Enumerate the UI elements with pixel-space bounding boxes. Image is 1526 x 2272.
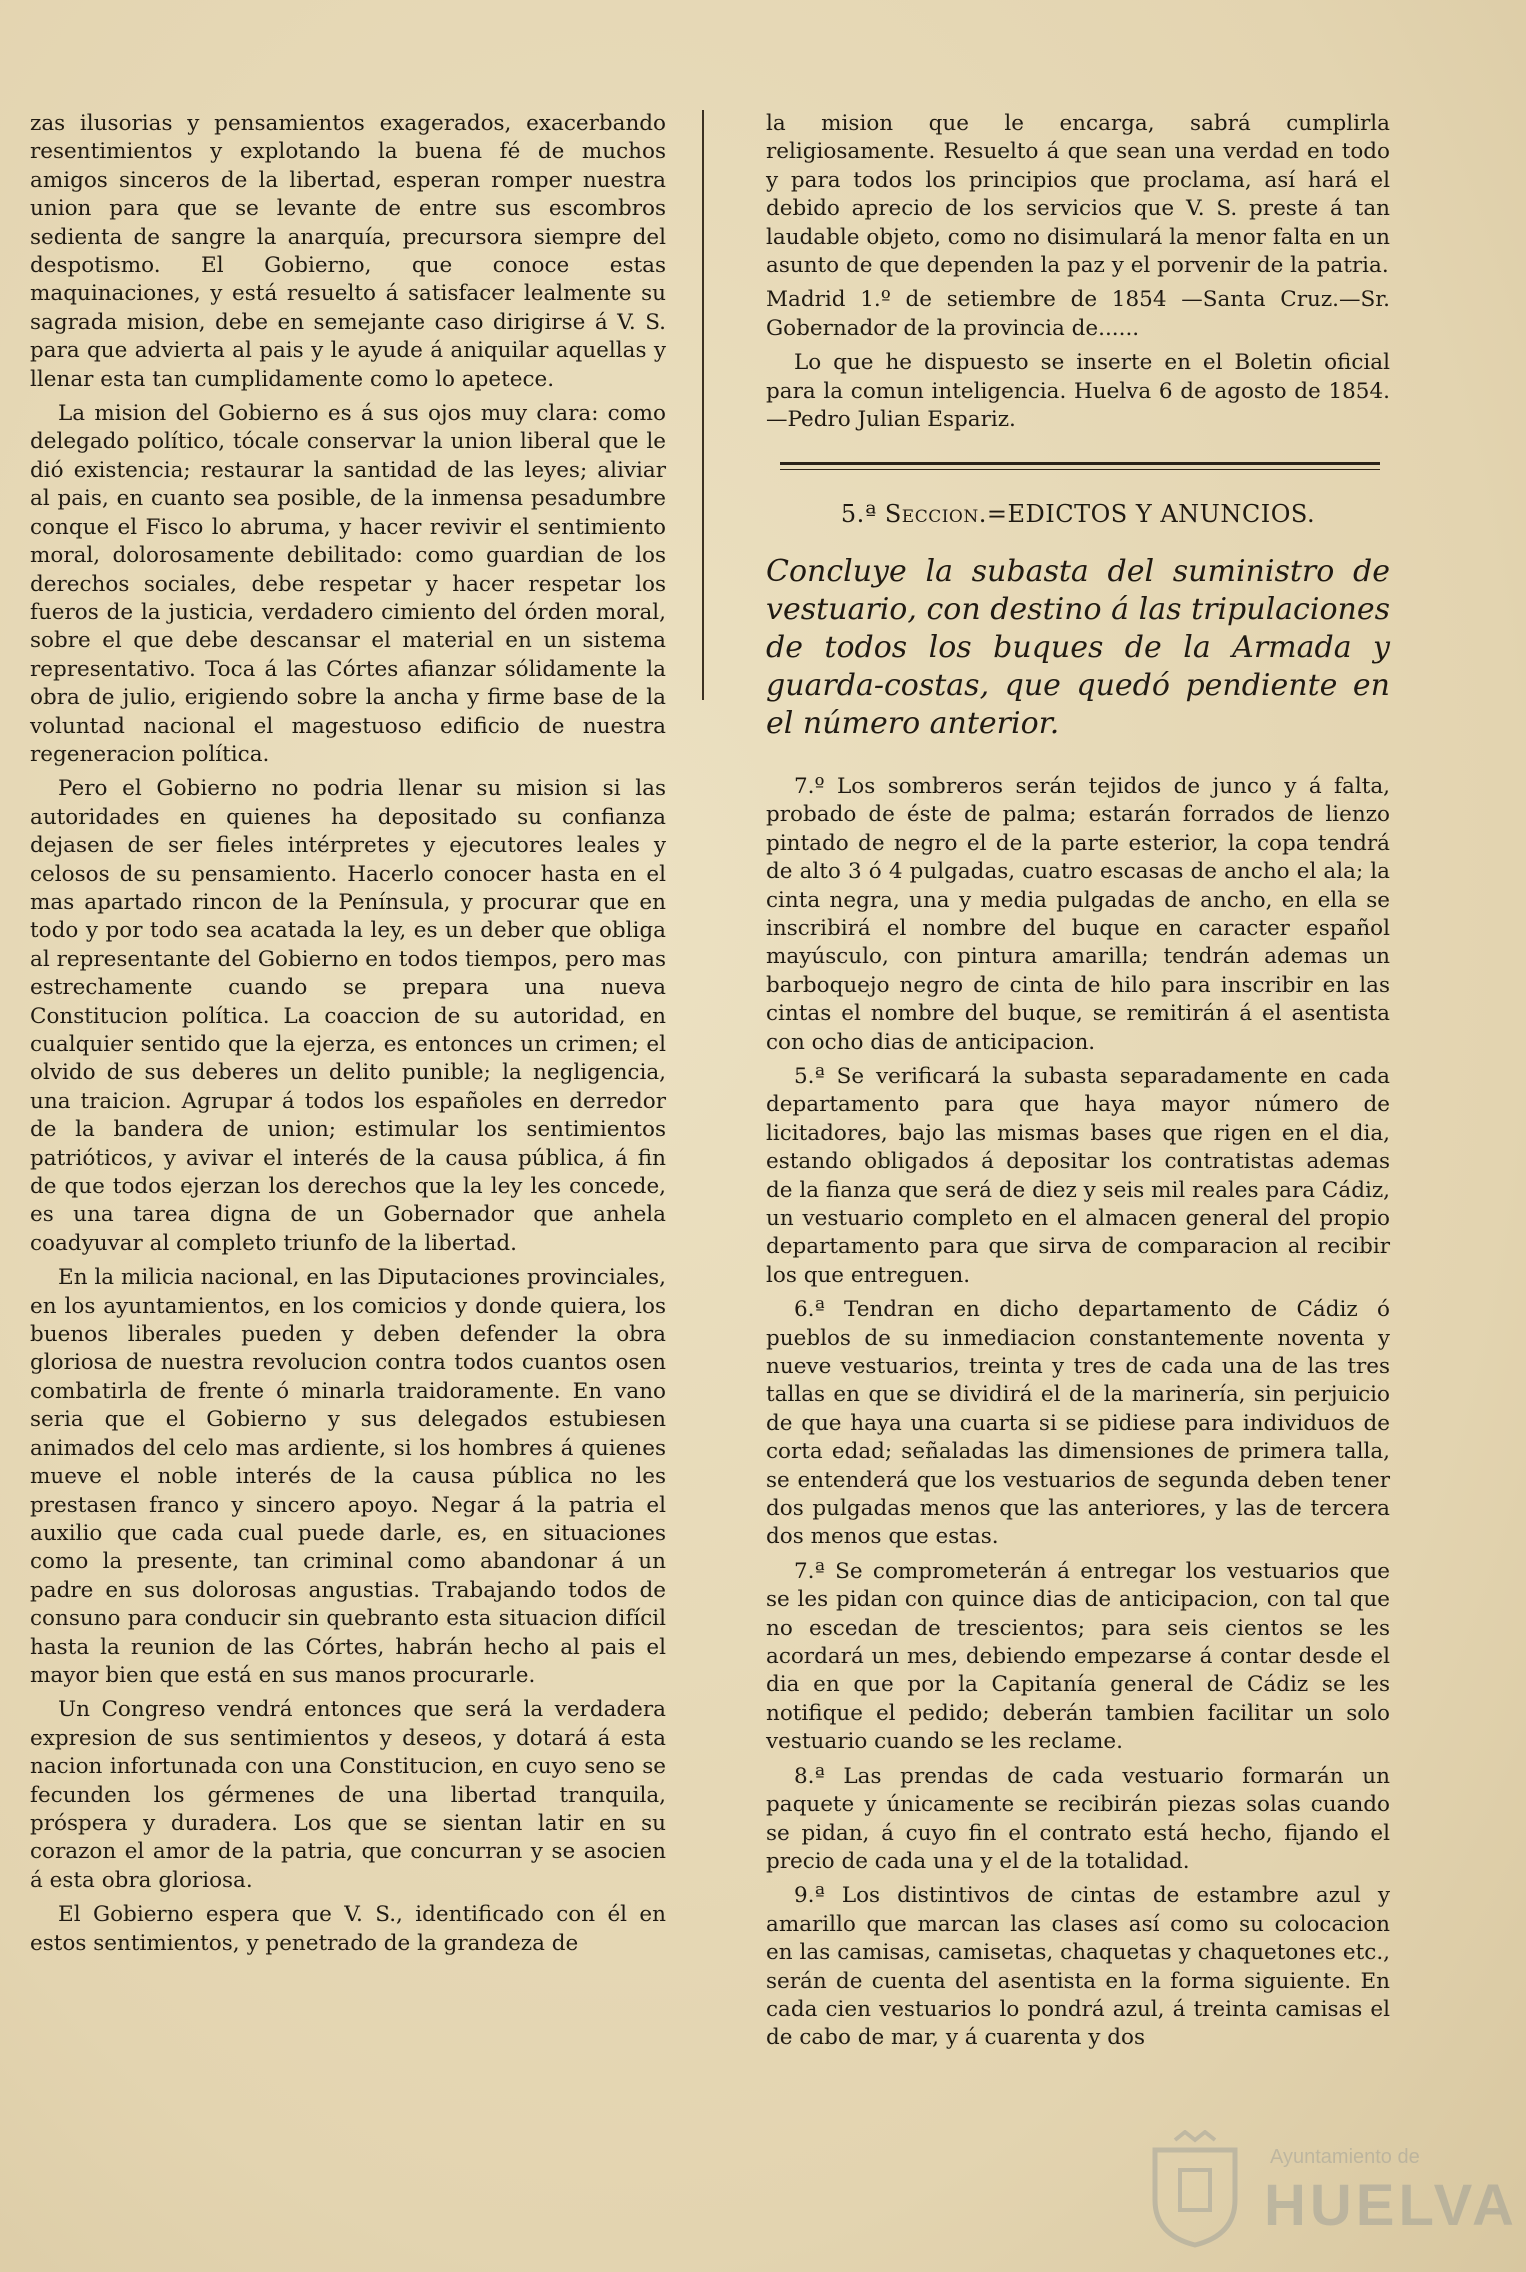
left-paragraph-3: Pero el Gobierno no podria llenar su mision si las autoridades en quienes ha depositado su confianza dejasen de ser fieles intérpretes y ejecutores leales y celosos de su pensamiento. Hacerlo conocer hasta en el mas apartado rincon de la Península, y procurar que en todo y por todo sea acatada la ley, es un deber que obliga al representante del Gobierno en todos tiempos, pero mas estrechamente cuando se prepara una nueva Constitucion política. La coaccion de su autoridad, en cualquier sentido que la ejerza, es entonces un crimen; el olvido de sus deberes un delito punible; la negligencia, una traicion. Agrupar á todos los españoles en derredor de la bandera de union; estimular los sentimientos patrióticos, y avivar el interés de la causa pública, á fin de que todos ejerzan los derechos que la ley les concede, es una tarea digna de un Gobernador que anhela coadyuvar al completo triunfo de la libertad. <box>30 776 666 1256</box>
column-divider <box>702 110 704 700</box>
right-intro-paragraph: la mision que le encarga, sabrá cumplirla religiosamente. Resuelto á que sean una verdad en todo y para todos los principios que proclama, así hará el debido aprecio de los servicios que V. S. preste á tan laudable objeto, como no disimulará la menor falta en un asunto de que dependen la paz y el porvenir de la patria. <box>766 111 1390 279</box>
article-7-hats: 7.º Los sombreros serán tejidos de junco y á falta, probado de éste de palma; estarán forrados de lienzo pintado de negro el de la parte esterior, la copa tendrá de alto 3 ó 4 pulgadas, cuatro escasas de ancho el ala; la cinta negra, una y media pulgadas de ancho, en ella se inscribirá el nombre del buque en caracter español mayúsculo, con pintura amarilla; tendrán ademas un barboquejo negro de cinta de hilo para inscribir en las cintas el nombre del buque, se remitirán á el asentista con ocho dias de anticipacion. <box>766 773 1390 1055</box>
article-8-packages: 8.ª Las prendas de cada vestuario formarán un paquete y únicamente se recibirán piezas solas cuando se pidan, á cuyo fin el contrato está hecho, fijando el precio de cada una y el de la totalidad. <box>766 1763 1390 1874</box>
left-column <box>30 110 666 1964</box>
left-paragraph-6: El Gobierno espera que V. S., identificado con él en estos sentimientos, y penetrado de la grandeza de <box>30 1902 666 1956</box>
left-paragraph-1: zas ilusorias y pensamientos exagerados, exacerbando resentimientos y explotando la buena fé de muchos amigos sinceros de la libertad, esperan romper nuestra union para que se levante de entre sus escombros sedienta de sangre la anarquía, precursora siempre del despotismo. El Gobierno, que conoce estas maquinaciones, y está resuelto á satisfacer lealmente su sagrada mision, debe en semejante caso dirigirse á V. S. para que advierta al pais y le ayude á aniquilar aquellas y llenar esta tan cumplidamente como lo apetece. <box>30 111 666 392</box>
boletin-notice: Lo que he dispuesto se inserte en el Boletin oficial para la comun inteligencia. Huelva 6 de agosto de 1854.—Pedro Julian Espariz. <box>766 350 1390 433</box>
article-6-stock: 6.ª Tendran en dicho departamento de Cádiz ó pueblos de su inmediacion constantemente noventa y nueve vestuarios, treinta y tres de cada una de las tres tallas en que se dividirá el de la marinería, sin perjuicio de que haya una cuarta si se pidiese para individuos de corta edad; señaladas las dimensiones de primera talla, se entenderá que los vestuarios de segunda deben tener dos pulgadas menos que las anteriores, y las de tercera dos menos que estas. <box>766 1297 1390 1550</box>
section-title: =EDICTOS Y ANUNCIOS. <box>986 500 1316 529</box>
archive-watermark <box>1140 2130 1516 2260</box>
article-5-auction: 5.ª Se verificará la subasta separadamente en cada departamento para que haya mayor número de licitadores, bajo las mismas bases que rigen en el dia, estando obligados á depositar los contratistas ademas de la fianza que será de diez y seis mil reales para Cádiz, un vestuario completo en el almacen general del propio departamento para que sirva de comparacion al recibir los que entreguen. <box>766 1063 1390 1288</box>
right-column <box>766 110 1390 2059</box>
article-9-insignia: 9.ª Los distintivos de cintas de estambre azul y amarillo que marcan las clases así como su colocacion en las camisas, camisetas, chaquetas y chaquetones etc., serán de cuenta del asentista en la forma siguiente. En cada cien vestuarios lo pondrá azul, á treinta camisas el de cabo de mar, y á cuarenta y dos <box>766 1883 1390 2051</box>
section-word: Seccion. <box>884 500 987 529</box>
signature-line: Madrid 1.º de setiembre de 1854 —Santa Cruz.—Sr. Gobernador de la provincia de...... <box>766 287 1390 341</box>
left-paragraph-5: Un Congreso vendrá entonces que será la verdadera expresion de sus sentimientos y deseos, y dotará á esta nacion infortunada con una Constitucion, en cuyo seno se fecunden los gérmenes de una libertad tranquila, próspera y duradera. Los que se sientan latir en su corazon el amor de la patria, que concurran y se asocien á esta obra gloriosa. <box>30 1697 666 1893</box>
auction-heading: Concluye la subasta del suministro de vestuario, con destino á las tripulaciones de todos los buques de la Armada y guarda-costas, que quedó pendiente en el número anterior. <box>766 553 1390 741</box>
section-number: 5.ª <box>840 500 877 529</box>
left-paragraph-4: En la milicia nacional, en las Diputaciones provinciales, en los ayuntamientos, en los comicios y donde quiera, los buenos liberales pueden y deben defender la obra gloriosa de nuestra revolucion contra todos cuantos osen combatirla de frente ó minarla traidoramente. En vano seria que el Gobierno y sus delegados estubiesen animados del celo mas ardiente, si los hombres á quienes mueve el noble interés de la causa pública no les prestasen franco y sincero apoyo. Negar á la patria el auxilio que cada cual puede darle, es, en situaciones como la presente, tan criminal como abandonar á un padre en sus dolorosas angustias. Trabajando todos de consuno para conducir sin quebranto esta situacion difícil hasta la reunion de las Córtes, habrán hecho al pais el mayor bien que está en sus manos procurarle. <box>30 1265 666 1688</box>
section-rule <box>780 462 1380 470</box>
left-paragraph-2: La mision del Gobierno es á sus ojos muy clara: como delegado político, tócale conservar la union liberal que le dió existencia; restaurar la santidad de las leyes; aliviar al pais, en cuanto sea posible, de la inmensa pesadumbre conque el Fisco lo abruma, y hacer revivir el sentimiento moral, dolorosamente debilitado: como guardian de los derechos sociales, debe respetar y hacer respetar los fueros de la justicia, verdadero cimiento del órden moral, sobre el que debe descansar el material en un sistema representativo. Toca á las Córtes afianzar sólidamente la obra de julio, erigiendo sobre la ancha y firme base de la voluntad nacional el magestuoso edificio de nuestra regeneracion política. <box>30 401 666 767</box>
watermark-small-text: Ayuntamiento de <box>1270 2146 1420 2168</box>
watermark-big-text: HUELVA <box>1264 2173 1518 2238</box>
section-heading <box>766 500 1390 528</box>
article-7-delivery: 7.ª Se comprometerán á entregar los vestuarios que se les pidan con quince dias de anticipacion, con tal que no escedan de trescientos; para seis cientos se les acordará un mes, debiendo empezarse á contar desde el dia en que por la Capitanía general de Cádiz se les notifique el pedido; deberán tambien facilitar un solo vestuario cuando se les reclame. <box>766 1558 1390 1755</box>
city-crest-icon <box>1140 2130 1250 2250</box>
